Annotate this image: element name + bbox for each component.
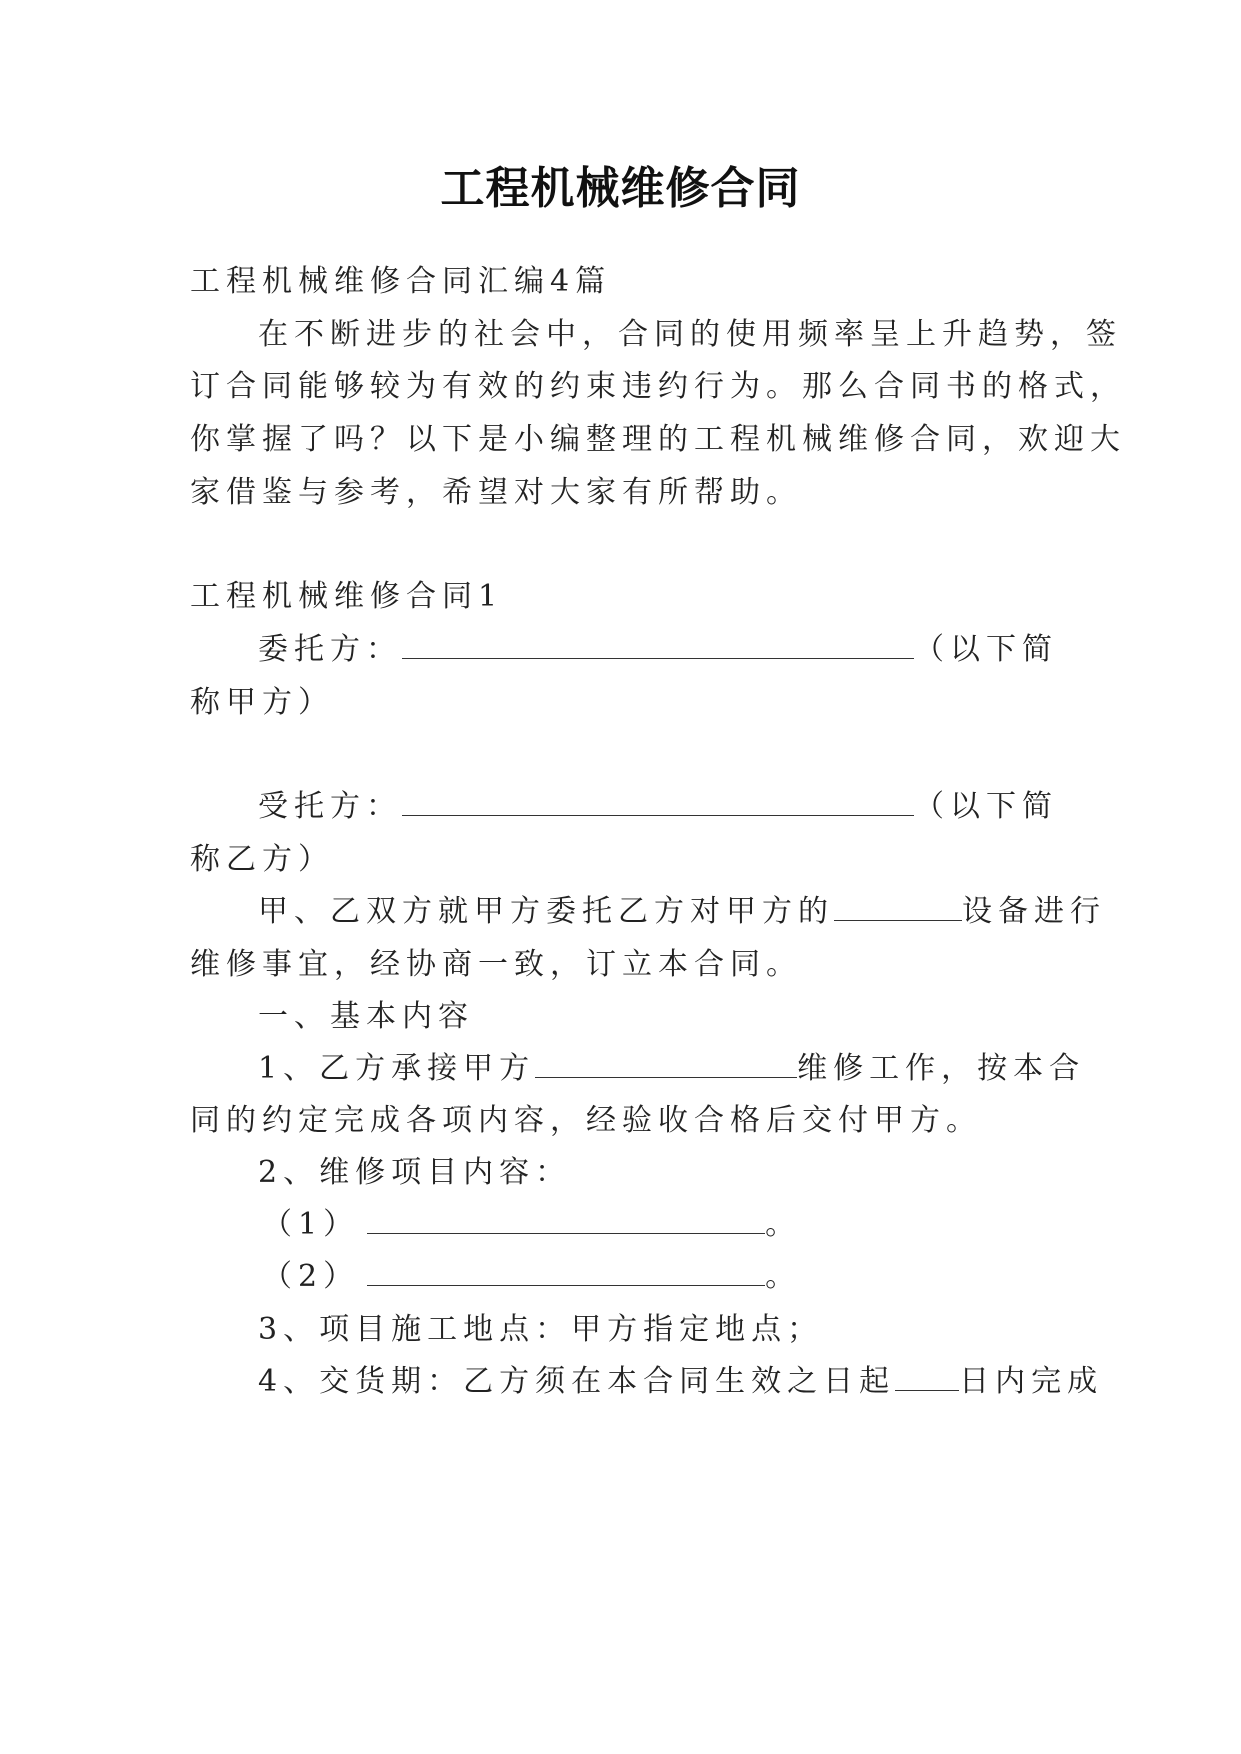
sub-item-1-blank — [367, 1207, 765, 1234]
agreement-continuation: 维修事宜，经协商一致，订立本合同。 — [190, 947, 802, 982]
sub-item-2-end: 。 — [765, 1259, 802, 1294]
item1-prefix: 1、乙方承接甲方 — [258, 1051, 536, 1086]
sub-item-2-blank — [367, 1259, 765, 1286]
equipment-blank — [834, 894, 962, 921]
client-line — [258, 630, 1058, 670]
client-blank — [402, 632, 914, 659]
item1-blank — [535, 1051, 797, 1078]
sub-item-2 — [262, 1257, 801, 1297]
item4-prefix: 4、交货期：乙方须在本合同生效之日起 — [258, 1364, 896, 1399]
contractor-continuation: 称乙方） — [190, 842, 334, 877]
contractor-blank — [402, 789, 914, 816]
item4-blank — [895, 1364, 959, 1391]
intro-line-3: 你掌握了吗？以下是小编整理的工程机械维修合同，欢迎大 — [190, 422, 1126, 457]
agreement-line — [258, 892, 1106, 932]
item1-suffix: 维修工作，按本合 — [797, 1051, 1086, 1086]
clause-heading: 一、基本内容 — [258, 999, 474, 1034]
item2: 2、维修项目内容： — [258, 1155, 572, 1190]
client-suffix: （以下简 — [914, 632, 1058, 667]
item1-line — [258, 1049, 1085, 1089]
item1-continuation: 同的约定完成各项内容，经验收合格后交付甲方。 — [190, 1103, 982, 1138]
document-title: 工程机械维修合同 — [440, 163, 801, 214]
contractor-line — [258, 787, 1058, 827]
intro-line-2: 订合同能够较为有效的约束违约行为。那么合同书的格式， — [190, 369, 1126, 404]
contractor-suffix: （以下简 — [914, 789, 1058, 824]
sub-item-2-label: （2） — [262, 1259, 360, 1294]
sub-item-1 — [262, 1205, 801, 1245]
contractor-label: 受托方： — [258, 789, 402, 824]
item3: 3、项目施工地点：甲方指定地点； — [258, 1312, 824, 1347]
intro-line-4: 家借鉴与参考，希望对大家有所帮助。 — [190, 475, 802, 510]
client-label: 委托方： — [258, 632, 402, 667]
sub-item-1-end: 。 — [765, 1207, 802, 1242]
section-heading: 工程机械维修合同1 — [190, 579, 504, 614]
intro-line-1: 在不断进步的社会中，合同的使用频率呈上升趋势，签 — [258, 317, 1122, 352]
agreement-prefix: 甲、乙双方就甲方委托乙方对甲方的 — [258, 894, 834, 929]
agreement-suffix: 设备进行 — [962, 894, 1106, 929]
client-continuation: 称甲方） — [190, 685, 334, 720]
item4-line — [258, 1362, 1103, 1402]
sub-item-1-label: （1） — [262, 1207, 360, 1242]
document-subtitle: 工程机械维修合同汇编4篇 — [190, 264, 612, 299]
item4-suffix: 日内完成 — [959, 1364, 1104, 1399]
